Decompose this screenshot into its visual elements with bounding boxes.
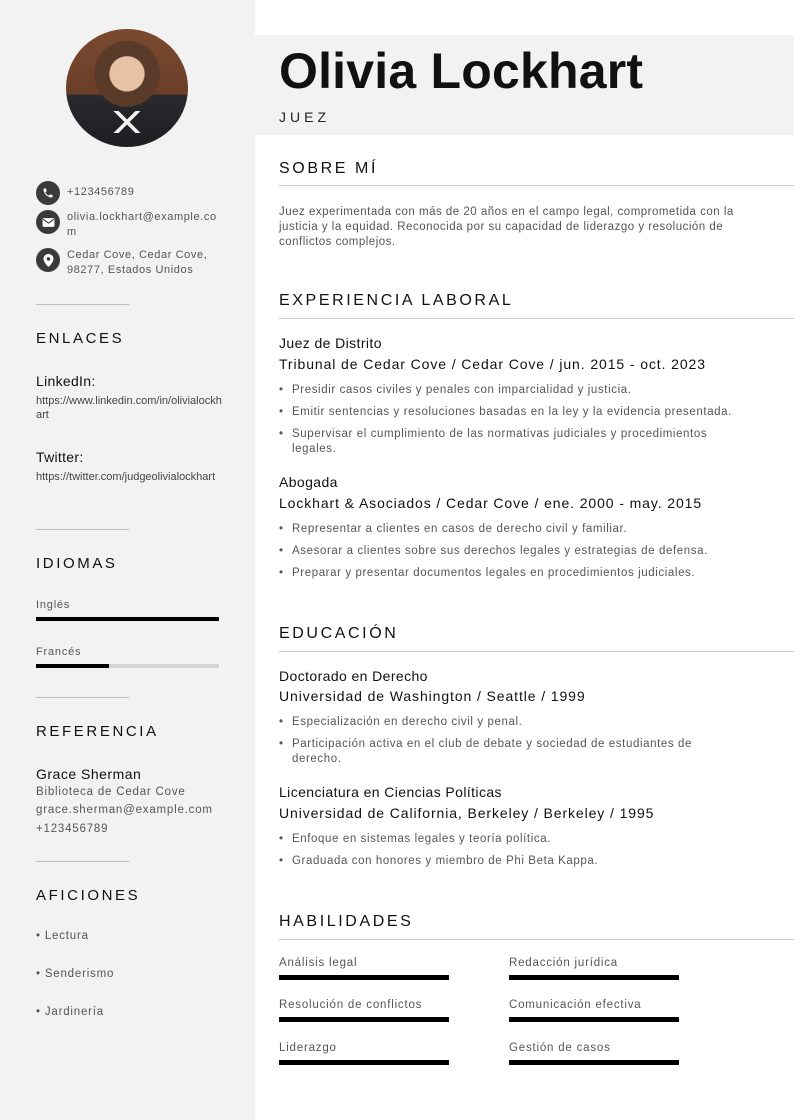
links-heading: ENLACES [36,330,125,347]
linkedin-label: LinkedIn: [36,373,96,389]
hobby-item: • Lectura [36,930,89,942]
email-text[interactable]: olivia.lockhart@example.com [67,211,217,238]
twitter-url[interactable]: https://twitter.com/judgeolivialockhart [36,471,216,483]
education-bullet: • Especialización en derecho civil y penal. [279,715,769,730]
skill-bar [279,1017,449,1022]
skills-heading: HABILIDADES [279,913,414,930]
skill-bar [509,1060,679,1065]
reference-name: Grace Sherman [36,766,142,782]
section-divider [279,318,794,319]
degree-subtitle: Universidad de California, Berkeley / Berkeley / 1995 [279,805,655,821]
language-level-bar [36,664,219,668]
job-bullet: • Asesorar a clientes sobre sus derechos legales y estrategias de defensa. [279,544,769,559]
language-level-bar [36,617,219,621]
contact-phone [36,181,226,205]
skill-name: Resolución de conflictos [279,999,423,1011]
reference-email[interactable]: grace.sherman@example.com [36,804,213,816]
job-title: Juez de Distrito [279,335,382,351]
reference-heading: REFERENCIA [36,723,159,740]
education-heading: EDUCACIÓN [279,625,399,642]
skill-bar [509,1017,679,1022]
hobby-item: • Senderismo [36,968,115,980]
linkedin-url[interactable]: https://www.linkedin.com/in/olivialockhart [36,395,222,421]
education-bullet: • Participación activa en el club de debate y sociedad de estudiantes de derecho. [279,737,739,767]
hobby-item: • Jardinería [36,1006,104,1018]
experience-heading: EXPERIENCIA LABORAL [279,292,514,309]
envelope-icon [36,210,60,234]
skill-bar [279,1060,449,1065]
job-title: Abogada [279,474,338,490]
skill-name: Análisis legal [279,957,358,969]
phone-text[interactable]: +123456789 [67,186,135,198]
sidebar-divider [36,529,129,530]
education-bullet: • Graduada con honores y miembro de Phi Beta Kappa. [279,854,769,869]
skill-bar [509,975,679,980]
degree-title: Licenciatura en Ciencias Políticas [279,784,502,800]
section-divider [279,651,794,652]
skill-name: Redacción jurídica [509,957,619,969]
skill-name: Liderazgo [279,1042,337,1054]
reference-phone[interactable]: +123456789 [36,823,109,835]
about-text: Juez experimentada con más de 20 años en el campo legal, comprometida con la justicia y la equidad. Reconocida por su capacidad de liderazgo y resolución de conflictos complejos. [279,206,734,248]
profile-photo [66,29,188,147]
language-name: Inglés [36,599,71,611]
skill-bar [279,975,449,980]
hobbies-heading: AFICIONES [36,887,141,904]
section-divider [279,939,794,940]
skill-name: Comunicación efectiva [509,999,642,1011]
skill-name: Gestión de casos [509,1042,611,1054]
twitter-label: Twitter: [36,449,84,465]
language-name: Francés [36,646,82,658]
candidate-role: JUEZ [279,109,330,125]
map-pin-icon [36,248,60,272]
photo-collar [110,111,144,133]
job-subtitle: Lockhart & Asociados / Cedar Cove / ene. 2000 - may. 2015 [279,495,703,511]
sidebar-divider [36,697,129,698]
contact-address [36,248,226,278]
candidate-name: Olivia Lockhart [279,43,644,99]
address-text: Cedar Cove, Cedar Cove, 98277, Estados Unidos [67,249,208,276]
about-heading: SOBRE MÍ [279,160,379,177]
phone-icon [36,181,60,205]
job-bullet: • Supervisar el cumplimiento de las normativas judiciales y procedimientos legales. [279,427,749,457]
language-level-fill [36,664,109,668]
degree-title: Doctorado en Derecho [279,668,428,684]
job-bullet: • Emitir sentencias y resoluciones basadas en la ley y la evidencia presentada. [279,405,769,420]
education-bullet: • Enfoque en sistemas legales y teoría política. [279,832,769,847]
reference-org: Biblioteca de Cedar Cove [36,786,186,798]
sidebar-divider [36,861,129,862]
job-bullet: • Preparar y presentar documentos legales en procedimientos judiciales. [279,566,769,581]
contact-email [36,210,226,240]
degree-subtitle: Universidad de Washington / Seattle / 1999 [279,688,586,704]
job-bullet: • Representar a clientes en casos de derecho civil y familiar. [279,522,769,537]
language-level-fill [36,617,219,621]
job-subtitle: Tribunal de Cedar Cove / Cedar Cove / jun. 2015 - oct. 2023 [279,356,706,372]
section-divider [279,185,794,186]
languages-heading: IDIOMAS [36,555,118,572]
sidebar-divider [36,304,129,305]
job-bullet: • Presidir casos civiles y penales con imparcialidad y justicia. [279,383,769,398]
